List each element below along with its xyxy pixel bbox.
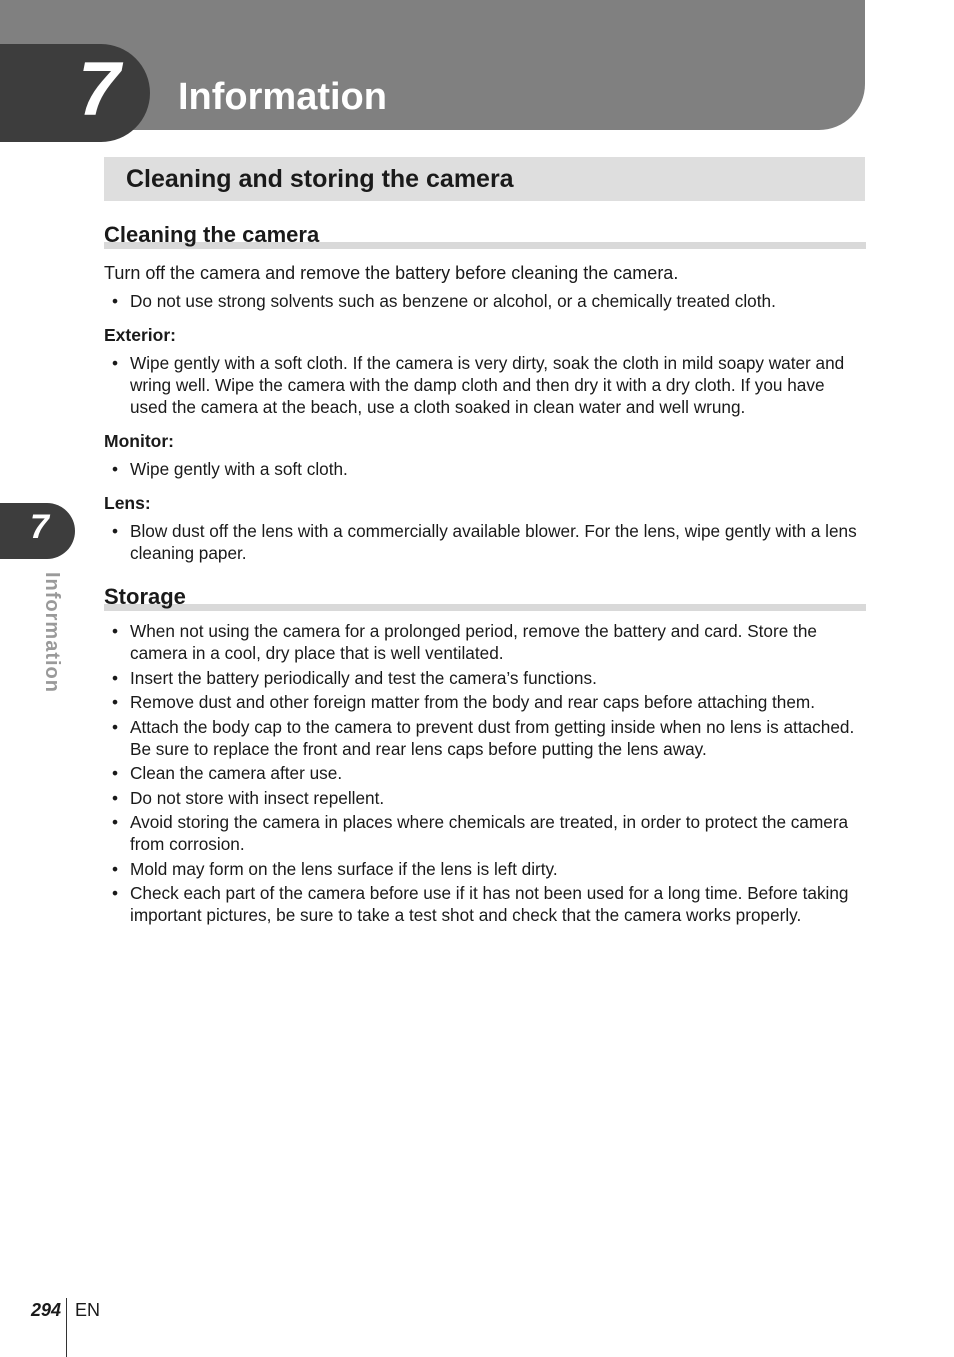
bullet-dot: • (112, 353, 119, 373)
bullet-item (104, 787, 866, 809)
bullet-dot: • (112, 291, 119, 311)
storage-heading (104, 584, 866, 610)
cleaning-heading-text: Cleaning the camera (104, 222, 320, 247)
footer-divider (66, 1298, 67, 1357)
bullet-item (104, 811, 866, 855)
page-language: EN (75, 1300, 101, 1320)
bullet-text: Attach the body cap to the camera to prevent dust from getting inside when no lens is attached. Be sure to replace the front and rear lens caps before putting the lens away. (130, 716, 855, 759)
bullet-dot: • (112, 858, 119, 879)
bullet-item (104, 858, 866, 880)
bullet-dot: • (112, 692, 119, 712)
bullet-dot: • (112, 621, 119, 641)
bullet-text: Wipe gently with a soft cloth. (130, 459, 348, 479)
lens-bullets (104, 520, 866, 564)
main-content (104, 222, 866, 929)
storage-heading-text: Storage (104, 584, 186, 609)
page-number: 294 (31, 1300, 62, 1320)
side-chapter-number: 7 (30, 508, 49, 546)
bullet-text: Avoid storing the camera in places where chemicals are treated, in order to protect the camera from corrosion. (130, 812, 849, 854)
chapter-number-block (0, 44, 150, 142)
bullet-text: Clean the camera after use. (130, 763, 343, 783)
bullet-dot: • (112, 521, 119, 541)
bullet-text: Wipe gently with a soft cloth. If the camera is very dirty, soak the cloth in mild soapy water and wring well. Wipe the camera with the damp cloth and then dry it with a dry cloth. If you have used the camera at the beach, use a cloth soaked in clean water and well wrung. (130, 353, 845, 417)
section-title-box (104, 157, 865, 201)
bullet-text: Mold may form on the lens surface if the lens is left dirty. (130, 858, 558, 879)
bullet-item (104, 352, 866, 418)
monitor-bullets (104, 458, 866, 480)
bullet-text: Check each part of the camera before use if it has not been used for a long time. Before taking important pictures, be sure to take a test shot and check that the camera works properly. (130, 883, 849, 925)
bullet-text: Do not use strong solvents such as benzene or alcohol, or a chemically treated cloth. (130, 291, 776, 311)
bullet-item (104, 762, 866, 784)
side-chapter-label: Information (41, 572, 63, 693)
bullet-text: Do not store with insect repellent. (130, 787, 385, 808)
cleaning-intro: Turn off the camera and remove the battery before cleaning the camera. (104, 263, 679, 283)
monitor-label: Monitor: (104, 431, 174, 451)
bullet-dot: • (112, 459, 119, 479)
bullet-item (104, 882, 866, 926)
bullet-item (104, 620, 866, 664)
bullet-dot: • (112, 787, 119, 808)
section-title: Cleaning and storing the camera (126, 165, 514, 193)
bullet-item (104, 667, 866, 689)
bullet-dot: • (112, 667, 119, 688)
lens-label: Lens: (104, 493, 151, 513)
storage-bullets (104, 620, 866, 926)
bullet-dot: • (112, 812, 119, 832)
exterior-label: Exterior: (104, 325, 176, 345)
bullet-text: When not using the camera for a prolonged period, remove the battery and card. Store the camera in a cool, dry place that is well ventilated. (130, 621, 817, 663)
bullet-text: Remove dust and other foreign matter from the body and rear caps before attaching them. (130, 692, 816, 712)
exterior-bullets (104, 352, 866, 418)
intro-bullets (104, 290, 866, 312)
bullet-text: Blow dust off the lens with a commercially available blower. For the lens, wipe gently with a lens cleaning paper. (130, 521, 857, 563)
chapter-title: Information (178, 76, 387, 118)
bullet-dot: • (112, 716, 119, 737)
bullet-item (104, 290, 866, 312)
bullet-item (104, 520, 866, 564)
heading-rule (104, 604, 866, 611)
chapter-number: 7 (78, 47, 121, 132)
bullet-dot: • (112, 763, 119, 783)
bullet-item (104, 716, 866, 760)
bullet-text: Insert the battery periodically and test the camera’s functions. (130, 667, 597, 688)
bullet-item (104, 458, 866, 480)
cleaning-heading (104, 222, 866, 248)
bullet-item (104, 691, 866, 713)
bullet-dot: • (112, 883, 119, 903)
